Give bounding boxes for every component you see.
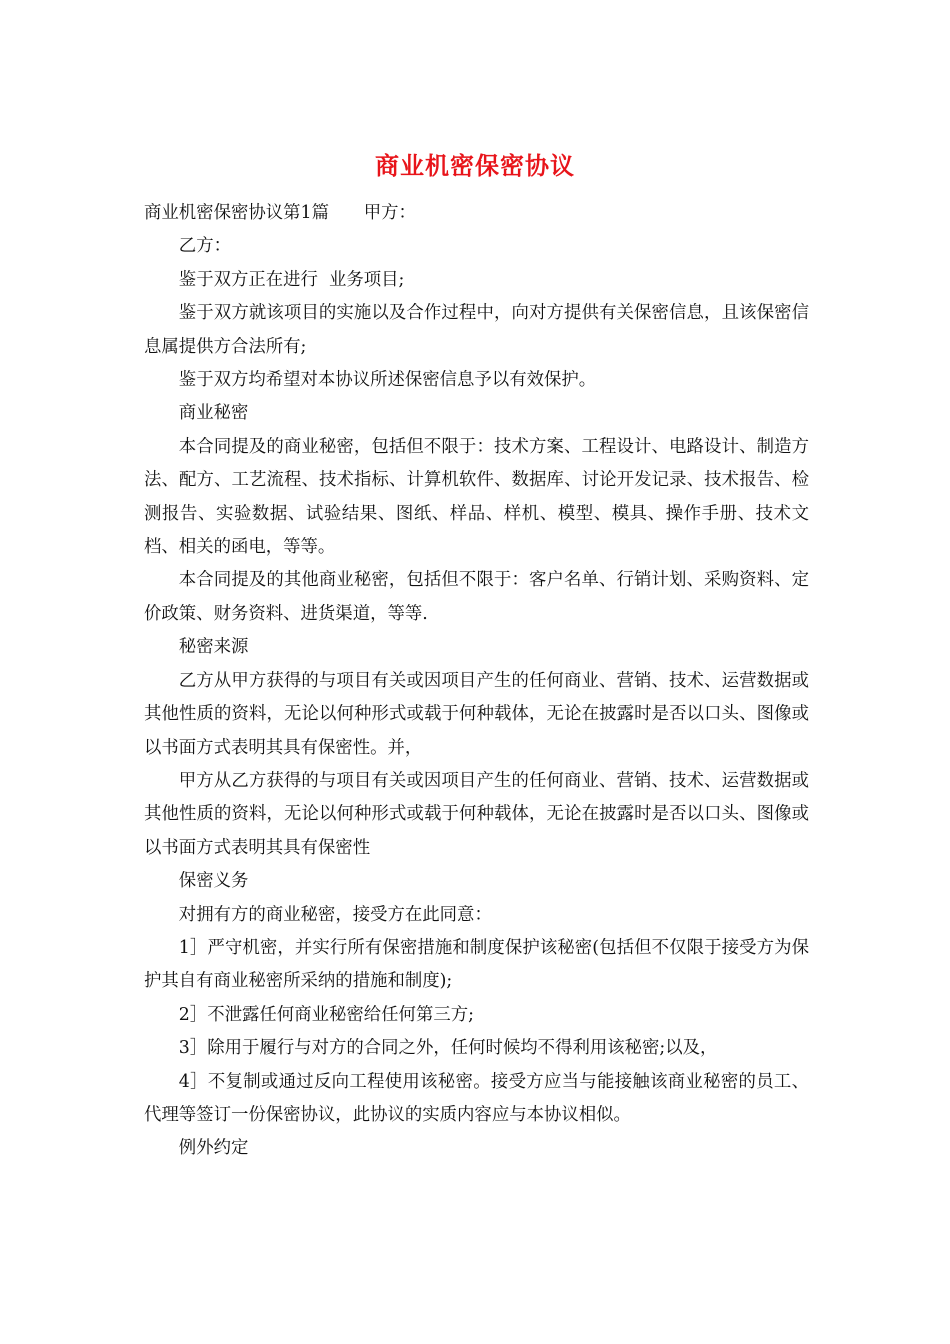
paragraph-trade-secret-scope: 本合同提及的商业秘密，包括但不限于：技术方案、工程设计、电路设计、制造方法、配方、工艺流程、技术指标、计算机软件、数据库、讨论开发记录、技术报告、检测报告、实验数据、试验结果、图纸、样品、样机、模型、模具、操作手册、技术文档、相关的函电，等等。 [144,436,809,558]
list-item-obligation-3: 3］除用于履行与对方的合同之外，任何时候均不得利用该秘密;以及， [178,1038,718,1059]
paragraph-recital-2: 鉴于双方就该项目的实施以及合作过程中，向对方提供有关保密信息，且该保密信息属提供方合法所有; [144,303,809,357]
paragraph-other-secret-scope: 本合同提及的其他商业秘密，包括但不限于：客户名单、行销计划、采购资料、定价政策、财务资料、进货渠道，等等. [144,570,809,624]
document-body [144,197,809,1166]
section-heading-exceptions: 例外约定 [178,1138,249,1159]
paragraph-source-a-from-b: 甲方从乙方获得的与项目有关或因项目产生的任何商业、营销、技术、运营数据或其他性质的资料，无论以何种形式或载于何种载体，无论在披露时是否以口头、图像或以书面方式表明其具有保密性 [144,770,809,858]
paragraph-recital-3: 鉴于双方均希望对本协议所述保密信息予以有效保护。 [178,370,597,391]
list-item-obligation-4: 4］不复制或通过反向工程使用该秘密。接受方应当与能接触该商业秘密的员工、代理等签订一份保密协议，此协议的实质内容应与本协议相似。 [144,1071,809,1125]
paragraph-obligations-intro: 对拥有方的商业秘密，接受方在此同意： [178,904,492,925]
section-heading-obligations: 保密义务 [178,871,249,892]
paragraph-party-b: 乙方： [178,236,231,257]
list-item-obligation-1: 1］严守机密，并实行所有保密措施和制度保护该秘密(包括但不仅限于接受方为保护其自有商业秘密所采纳的措施和制度); [144,937,809,992]
section-heading-secret-source: 秘密来源 [178,637,249,658]
paragraph-intro: 商业机密保密协议第1篇 甲方： [144,203,416,223]
paragraph-recital-1: 鉴于双方正在进行 业务项目; [178,269,405,290]
section-heading-trade-secret: 商业秘密 [178,403,249,424]
paragraph-source-b-from-a: 乙方从甲方获得的与项目有关或因项目产生的任何商业、营销、技术、运营数据或其他性质的资料，无论以何种形式或载于何种载体，无论在披露时是否以口头、图像或以书面方式表明其具有保密性。并， [144,670,809,758]
list-item-obligation-2: 2］不泄露任何商业秘密给任何第三方; [178,1004,474,1025]
document-title: 商业机密保密协议 [375,151,575,180]
